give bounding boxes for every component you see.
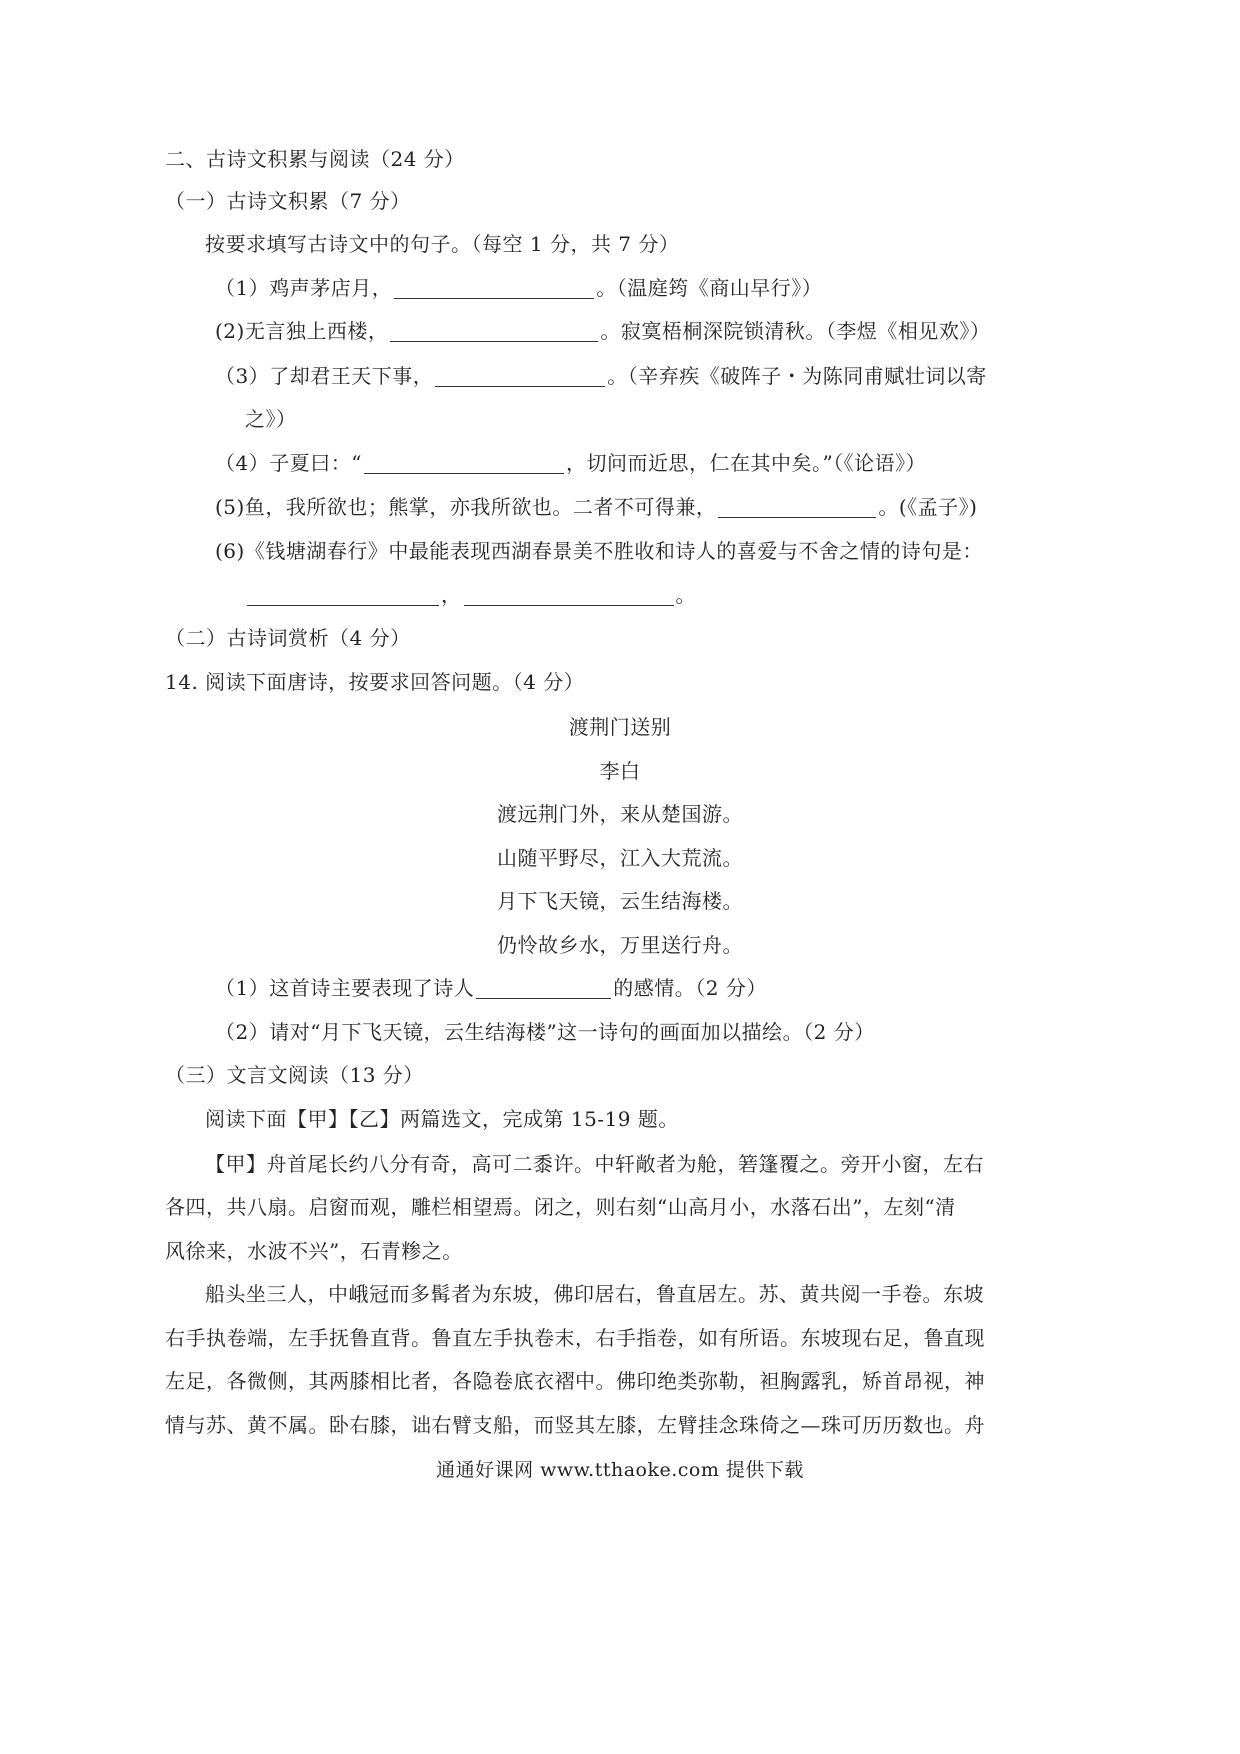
question-4-text: （4）子夏曰：“	[215, 451, 362, 475]
answer-blank-14-1[interactable]	[476, 978, 611, 999]
poem-title: 渡荆门送别	[568, 715, 672, 739]
question-1	[215, 274, 822, 302]
section-title: 二、古诗文积累与阅读（24 分）	[165, 147, 465, 171]
passage-line: 船头坐三人，中峨冠而多髯者为东坡，佛印居右，鲁直居左。苏、黄共阅一手卷。东坡	[205, 1282, 984, 1306]
poem-line: 仍怜故乡水，万里送行舟。	[497, 933, 743, 957]
passage-line: 情与苏、黄不属。卧右膝，诎右臂支船，而竖其左膝，左臂挂念珠倚之—珠可历历数也。舟	[165, 1413, 985, 1437]
passage-line: 风徐来，水波不兴”，石青糁之。	[165, 1239, 463, 1263]
question-14-1-tail: 的感情。（2 分）	[613, 976, 767, 1000]
answer-blank-5[interactable]	[718, 497, 876, 518]
question-6-comma: ，	[441, 583, 462, 607]
passage-line: 右手执卷端，左手抚鲁直背。鲁直左手执卷末，右手指卷，如有所语。东坡现右足，鲁直现	[165, 1326, 985, 1350]
question-6: (6)《钱塘湖春行》中最能表现西湖春景美不胜收和诗人的喜爱与不舍之情的诗句是：	[215, 539, 983, 563]
answer-blank-6b[interactable]	[464, 585, 674, 606]
question-1-source: 。（温庭筠《商山早行》）	[596, 276, 823, 300]
passage-line: 【甲】舟首尾长约八分有奇，高可二黍许。中轩敞者为舱，箬篷覆之。旁开小窗，左右	[205, 1152, 984, 1176]
poem-line: 月下飞天镜，云生结海楼。	[497, 889, 743, 913]
poem-author: 李白	[599, 759, 641, 783]
passage-line: 各四，共八扇。启窗而观，雕栏相望焉。闭之，则右刻“山高月小，水落石出”，左刻“清	[165, 1195, 956, 1219]
answer-blank-2[interactable]	[390, 321, 598, 342]
answer-blank-3[interactable]	[435, 366, 605, 387]
question-2-text: (2)无言独上西楼，	[215, 319, 389, 343]
question-4-source: ，切问而近思，仁在其中矣。”（《论语》）	[565, 451, 927, 475]
answer-blank-1[interactable]	[394, 278, 594, 299]
question-3	[215, 362, 987, 390]
part3-instruction: 阅读下面【甲】【乙】两篇选文，完成第 15-19 题。	[205, 1107, 679, 1131]
question-1-text: （1）鸡声茅店月，	[215, 276, 393, 300]
part1-heading: （一）古诗文积累（7 分）	[165, 189, 411, 213]
question-6-period: 。	[675, 583, 696, 607]
poem-line: 山随平野尽，江入大荒流。	[497, 846, 743, 870]
question-14: 14. 阅读下面唐诗，按要求回答问题。（4 分）	[165, 670, 585, 694]
question-3-continuation: 之》）	[245, 407, 297, 431]
question-14-1-text: （1）这首诗主要表现了诗人	[215, 976, 475, 1000]
answer-blank-4[interactable]	[364, 453, 564, 474]
question-4	[215, 449, 926, 477]
part3-heading: （三）文言文阅读（13 分）	[165, 1063, 424, 1087]
part1-instruction: 按要求填写古诗文中的句子。（每空 1 分，共 7 分）	[205, 232, 680, 256]
passage-line: 左足，各微侧，其两膝相比者，各隐卷底衣褶中。佛印绝类弥勒，袒胸露乳，矫首昂视，神	[165, 1369, 985, 1393]
poem-line: 渡远荆门外，来从楚国游。	[497, 802, 743, 826]
page-footer: 通通好课网 www.tthaoke.com 提供下载	[436, 1459, 804, 1481]
question-6-answers	[245, 581, 696, 609]
question-14-2: （2）请对“月下飞天镜，云生结海楼”这一诗句的画面加以描绘。（2 分）	[215, 1020, 875, 1044]
part2-heading: （二）古诗词赏析（4 分）	[165, 626, 411, 650]
question-2	[215, 317, 990, 345]
question-3-source: 。（辛弃疾《破阵子・为陈同甫赋壮词以寄	[607, 364, 987, 388]
question-5	[215, 493, 977, 521]
question-2-source: 。寂寞梧桐深院锁清秋。（李煜《相见欢》）	[600, 319, 991, 343]
question-5-source: 。(《孟子》)	[878, 495, 978, 519]
question-14-1	[215, 974, 767, 1002]
question-5-text: (5)鱼，我所欲也；熊掌，亦我所欲也。二者不可得兼，	[215, 495, 717, 519]
question-3-text: （3）了却君王天下事，	[215, 364, 434, 388]
answer-blank-6a[interactable]	[247, 585, 439, 606]
